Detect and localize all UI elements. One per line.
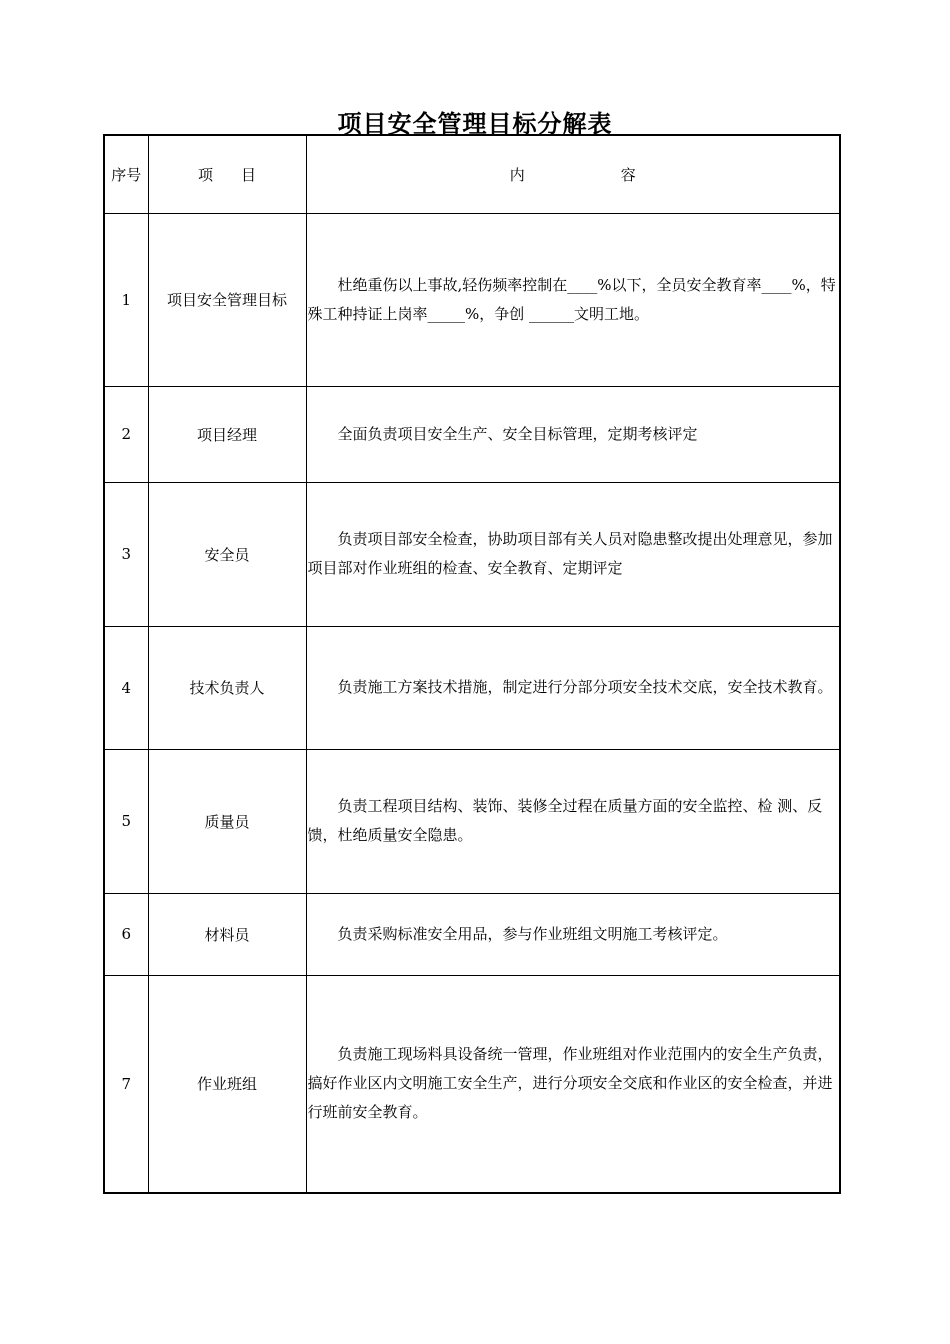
table-row (104, 893, 840, 975)
row-content: 负责施工现场料具设备统一管理，作业班组对作业范围内的安全生产负责，搞好作业区内文明施工安全生产，进行分项安全交底和作业区的安全检查，并进行班前安全教育。 (306, 975, 840, 1193)
row-no: 6 (104, 893, 148, 975)
row-item: 作业班组 (148, 975, 306, 1193)
header-item (148, 135, 306, 213)
row-content: 全面负责项目安全生产、安全目标管理，定期考核评定 (306, 386, 840, 482)
row-no: 1 (104, 213, 148, 386)
header-content-part-1: 内 (509, 165, 525, 184)
table-row (104, 626, 840, 749)
row-item: 安全员 (148, 482, 306, 626)
table-row (104, 213, 840, 386)
table-header-row (104, 135, 840, 213)
row-content: 负责施工方案技术措施，制定进行分部分项安全技术交底，安全技术教育。 (306, 626, 840, 749)
row-item: 技术负责人 (148, 626, 306, 749)
header-item-part-2: 目 (241, 165, 257, 184)
row-item: 项目经理 (148, 386, 306, 482)
row-item: 质量员 (148, 749, 306, 893)
table-row (104, 482, 840, 626)
header-content-part-2: 容 (620, 165, 636, 184)
row-content: 负责项目部安全检查，协助项目部有关人员对隐患整改提出处理意见，参加项目部对作业班组的检查、安全教育、定期评定 (306, 482, 840, 626)
row-item: 材料员 (148, 893, 306, 975)
row-no: 7 (104, 975, 148, 1193)
header-item-part-1: 项 (197, 165, 213, 184)
safety-target-table (103, 134, 841, 1194)
row-content: 负责工程项目结构、装饰、装修全过程在质量方面的安全监控、检 测、反馈，杜绝质量安全隐患。 (306, 749, 840, 893)
row-no: 4 (104, 626, 148, 749)
row-no: 5 (104, 749, 148, 893)
row-no: 2 (104, 386, 148, 482)
row-content: 负责采购标准安全用品，参与作业班组文明施工考核评定。 (306, 893, 840, 975)
document-title: 项目安全管理目标分解表 (337, 110, 613, 138)
header-no: 序号 (104, 135, 148, 213)
table-row (104, 749, 840, 893)
table-row (104, 386, 840, 482)
header-content (306, 135, 840, 213)
row-content: 杜绝重伤以上事故,轻伤频率控制在____%以下，全员安全教育率____%，特殊工种持证上岗率_____%，争创 ______文明工地。 (306, 213, 840, 386)
row-item: 项目安全管理目标 (148, 213, 306, 386)
table-row (104, 975, 840, 1193)
row-no: 3 (104, 482, 148, 626)
